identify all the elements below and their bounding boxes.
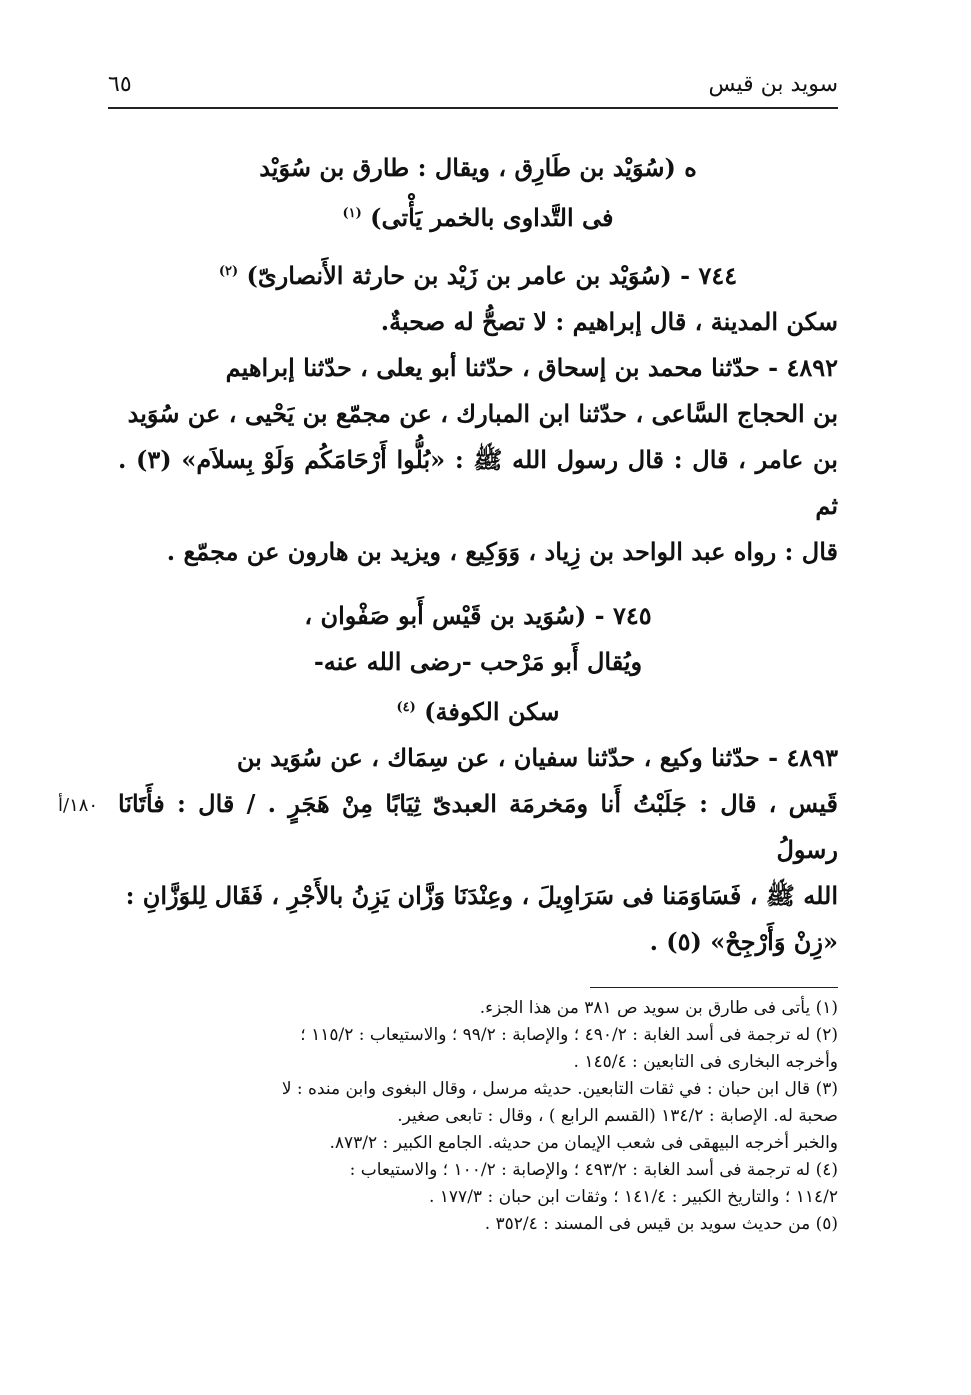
entry-subheading: ويُقال أَبو مَرْحب -رضى الله عنه- [313,647,643,676]
entry-heading: ٧٤٥ - (سُوَيد بن قَيْس أَبو صَفْوان ، [304,601,652,630]
entry-note: سكن المدينة ، قال إبراهيم : لا تصحُّ له صحبةٌ. [380,307,838,336]
hadith-line: ٤٨٩٢ - حدّثنا محمد بن إسحاق ، حدّثنا أبو يعلى ، حدّثنا إبراهيم [225,353,838,382]
footnote: والخبر أخرجه البيهقى فى شعب الإيمان من حديثه. الجامع الكبير : ٨٧٣/٢. [329,1133,838,1153]
hadith-line: بن الحجاج السَّاعى ، حدّثنا ابن المبارك ، عن مجمّع بن يَحْيى ، عن سُوَيد [127,399,838,428]
hadith-line: ٤٨٩٣ - حدّثنا وكيع ، حدّثنا سفيان ، عن سِمَاك ، عن سُوَيد بن [236,743,838,772]
footnote-rule [590,987,838,988]
main-text [118,145,838,965]
running-header [108,72,838,102]
hadith-line: قال : رواه عبد الواحد بن زِياد ، وَوَكِيع ، ويزيد بن هارون عن مجمّع . [166,537,838,566]
hadith-line: الله ﷺ ، فَسَاوَمَنا فى سَرَاوِيلَ ، وعِنْدَنَا وَزَّان يَزِنُ بالأَجْرِ ، فَقَال لِلوَزَّانِ : [125,881,838,910]
entry-heading: ه (سُوَيْد بن طَارِق ، ويقال : طارق بن سُوَيْد [259,153,697,182]
hadith-line: «زِنْ وَأَرْجِحْ» (٥) . [649,927,838,956]
entry-heading: ٧٤٤ - (سُوَيْد بن عامر بن زَيْد بن حارثة الأَنصارىّ) [246,261,738,290]
footnote: صحبة له. الإصابة : ١٣٤/٢ (القسم الرابع ) ، وقال : تابعى صغير. [397,1106,838,1126]
footnote-marker: (٢) [218,264,239,279]
footnote: وأخرجه البخارى فى التابعين : ١٤٥/٤ . [573,1052,838,1072]
entry-744-body [118,299,838,575]
footnote: (١) يأتى فى طارق بن سويد ص ٣٨١ من هذا الجزء. [479,998,838,1018]
entry-745 [118,593,838,735]
entry-subheading: فى التَّداوى بالخمر يَأْتى) [370,203,614,232]
footnote: (٤) له ترجمة فى أسد الغابة : ٤٩٣/٢ ؛ والإصابة : ١٠٠/٢ ؛ والاستيعاب : [349,1160,838,1180]
header-rule [108,107,838,109]
entry-subheading: سكن الكوفة) [424,697,560,726]
footnote: ١١٤/٢ ؛ والتاريخ الكبير : ١٤١/٤ ؛ وثقات ابن حبان : ١٧٧/٣ . [428,1187,838,1207]
hadith-line: بن عامر ، قال : قال رسول الله ﷺ : «بُلُّوا أَرْحَامَكُم وَلَوْ بِسلاَم» (٣) . ثم [118,445,838,520]
manuscript-folio-ref: ١٨٠/أ [58,795,99,816]
footnote-marker: (١) [342,206,362,221]
page-number: ٦٥ [108,72,132,97]
entry-744 [118,249,838,299]
entry-suwayd-bin-tariq [118,145,838,241]
running-title: سويد بن قيس [708,72,838,97]
footnote: (٣) قال ابن حبان : في ثقات التابعين. حديثه مرسل ، وقال البغوى وابن منده : لا [281,1079,838,1099]
footnote: (٢) له ترجمة فى أسد الغابة : ٤٩٠/٢ ؛ والإصابة : ٩٩/٢ ؛ والاستيعاب : ١١٥/٢ ؛ [300,1025,838,1045]
footnote: (٥) من حديث سويد بن قيس فى المسند : ٣٥٢/٤ . [484,1214,838,1234]
footnotes [140,995,838,1238]
entry-745-body [118,735,838,965]
footnote-marker: (٤) [396,700,416,715]
hadith-line: قَيس ، قال : جَلَبْتُ أَنا ومَخرمَة العبدىّ ثِيَابًا مِنْ هَجَرٍ . / قال : فأَتَانَا رسولُ [118,789,838,864]
